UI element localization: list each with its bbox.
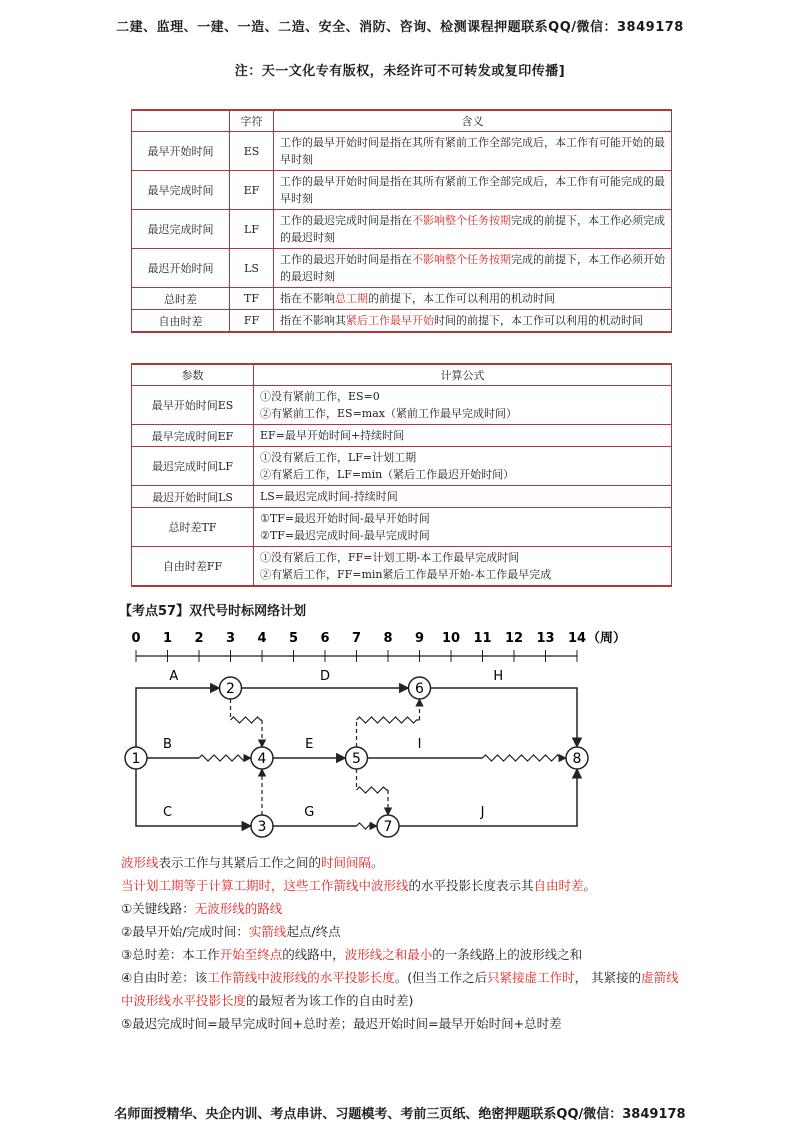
- table-header-cell: [132, 110, 230, 132]
- parameter-code-cell: EF: [230, 171, 274, 210]
- node-number: 4: [257, 751, 267, 767]
- timescale-label: 11: [473, 631, 492, 646]
- highlight-text: 紧后工作最早开始: [346, 314, 434, 327]
- parameter-name-cell: 自由时差: [132, 310, 230, 333]
- parameter-name-cell: 最迟开始时间LS: [132, 486, 254, 508]
- timescale-unit-label: （周）: [587, 631, 627, 646]
- copyright-notice: 注：天一文化专有版权，未经许可不可转发或复印传播]: [234, 64, 566, 79]
- highlight-text: 实箭线: [248, 924, 287, 939]
- formula-line: EF=最早开始时间+持续时间: [260, 429, 405, 442]
- notes-block: [121, 851, 681, 1035]
- table-header-cell: 字符: [230, 110, 274, 132]
- formula-cell: [254, 425, 672, 447]
- header-contact-line: 二建、监理、一建、一造、二造、安全、消防、咨询、检测课程押题联系QQ/微信：3849178: [116, 20, 684, 35]
- node-number: 3: [257, 819, 267, 835]
- text-run: ②最早开始/完成时间：: [121, 924, 249, 939]
- highlight-text: 虚箭线中波形线水平投影长度: [121, 970, 679, 1008]
- activity-arrow: [136, 688, 220, 747]
- text-run: 。(但当工作之后: [394, 970, 488, 985]
- parameter-name-cell: 最迟开始时间: [132, 249, 230, 288]
- formula-cell: [254, 508, 672, 547]
- timescale-label: 2: [194, 631, 204, 646]
- wavy-free-float-line: [357, 787, 389, 793]
- node-number: 7: [383, 819, 393, 835]
- table-row: [132, 132, 672, 171]
- timescale-label: 9: [414, 631, 425, 646]
- text-run: 指在不影响其: [280, 314, 346, 327]
- formula-cell: [254, 447, 672, 486]
- note-line: [121, 966, 681, 1012]
- highlight-text: 自由时差: [533, 878, 584, 893]
- note-line: [121, 920, 681, 943]
- note-line: [121, 1012, 681, 1035]
- highlight-text: 不影响整个任务按期: [412, 253, 511, 266]
- formula-line: ②有紧后工作，FF=min紧后工作最早开始-本工作最早完成: [260, 568, 552, 581]
- parameter-meaning-cell: [274, 249, 672, 288]
- timescale-label: 0: [131, 631, 141, 646]
- highlight-text: 无波形线的路线: [194, 901, 283, 916]
- parameter-meaning-cell: [274, 288, 672, 310]
- note-line: [121, 897, 681, 920]
- formula-line: ①没有紧后工作，FF=计划工期-本工作最早完成时间: [260, 551, 520, 564]
- formula-line: ②有紧前工作，ES=max（紧前工作最早完成时间）: [260, 407, 517, 420]
- section-title: 【考点57】双代号时标网络计划: [119, 604, 307, 619]
- parameter-name-cell: 最早完成时间: [132, 171, 230, 210]
- formula-cell: [254, 386, 672, 425]
- text-run: 的一条线路上的波形线之和: [432, 947, 583, 962]
- text-run: 的最短者为该工作的自由时差): [246, 993, 414, 1008]
- text-run: 工作的最迟完成时间是指在: [280, 214, 412, 227]
- text-run: 表示工作与其紧后工作之间的: [158, 855, 322, 870]
- formula-line: ②TF=最迟完成时间-最早完成时间: [260, 529, 430, 542]
- table-header-row: [132, 110, 672, 132]
- activity-label: E: [305, 737, 314, 752]
- parameter-code-cell: ES: [230, 132, 274, 171]
- timescale-label: 14: [567, 631, 587, 646]
- time-parameter-definition-table: [131, 109, 672, 333]
- wavy-free-float-line: [199, 755, 251, 761]
- highlight-text: 时间间隔: [321, 855, 372, 870]
- text-run: 起点/终点: [286, 924, 341, 939]
- table-row: [132, 171, 672, 210]
- highlight-text: 总工期: [335, 292, 368, 305]
- activity-label: H: [493, 669, 504, 684]
- note-line: [121, 851, 681, 874]
- node-number: 2: [226, 681, 235, 697]
- node-number: 8: [572, 751, 582, 767]
- activity-label: B: [163, 737, 172, 752]
- parameter-meaning-cell: [274, 132, 672, 171]
- time-scaled-network-diagram: [100, 620, 627, 845]
- parameter-meaning-cell: [274, 310, 672, 333]
- table-header-cell: 计算公式: [254, 364, 672, 386]
- parameter-name-cell: 总时差TF: [132, 508, 254, 547]
- parameter-name-cell: 最早开始时间ES: [132, 386, 254, 425]
- text-run: 工作的最迟开始时间是指在: [280, 253, 412, 266]
- activity-label: G: [304, 805, 315, 820]
- timescale-label: 8: [383, 631, 393, 646]
- parameter-name-cell: 自由时差FF: [132, 547, 254, 587]
- text-run: 。: [583, 878, 597, 893]
- activity-arrow: [136, 769, 251, 826]
- highlight-text: 波形线: [121, 855, 159, 870]
- network-nodes: [125, 677, 588, 837]
- node-number: 1: [131, 751, 141, 767]
- formula-line: ①没有紧前工作，ES=0: [260, 390, 380, 403]
- table-header-row: [132, 364, 672, 386]
- table-header-cell: 含义: [274, 110, 672, 132]
- formula-line: ②有紧后工作，LF=min（紧后工作最迟开始时间）: [260, 468, 515, 481]
- table-row: [132, 425, 672, 447]
- parameter-name-cell: 总时差: [132, 288, 230, 310]
- timescale-label: 5: [288, 631, 299, 646]
- wavy-free-float-line: [483, 755, 567, 761]
- parameter-code-cell: TF: [230, 288, 274, 310]
- note-line: [121, 943, 681, 966]
- table-row: [132, 447, 672, 486]
- text-run: 完成的前提下，本工作必须完成的最迟时刻: [280, 214, 665, 244]
- table-row: [132, 486, 672, 508]
- timescale: [131, 630, 626, 662]
- text-run: 完成的前提下，本工作必须开始的最迟时刻: [280, 253, 665, 283]
- table-row: [132, 386, 672, 425]
- wavy-free-float-line: [357, 717, 420, 723]
- timescale-label: 4: [257, 631, 267, 646]
- parameter-name-cell: 最迟完成时间LF: [132, 447, 254, 486]
- table-row: [132, 508, 672, 547]
- timescale-label: 10: [441, 631, 461, 646]
- formula-line: LS=最迟完成时间-持续时间: [260, 490, 398, 503]
- parameter-meaning-cell: [274, 171, 672, 210]
- timescale-label: 3: [225, 631, 236, 646]
- text-run: ， 其紧接的: [574, 970, 642, 985]
- activity-labels: [163, 669, 503, 820]
- footer-contact-line: 名师面授精华、央企内训、考点串讲、习题模考、考前三页纸、绝密押题联系QQ/微信：3849178: [114, 1107, 686, 1122]
- parameter-name-cell: 最早开始时间: [132, 132, 230, 171]
- formula-cell: [254, 547, 672, 587]
- activity-label: A: [169, 669, 179, 684]
- highlight-text: 工作箭线中波形线的水平投影长度: [207, 970, 395, 985]
- activity-label: D: [319, 669, 331, 684]
- activity-label: C: [162, 805, 173, 820]
- activity-arrow: [399, 769, 577, 826]
- parameter-code-cell: LS: [230, 249, 274, 288]
- highlight-text: 只紧接虚工作时: [487, 970, 575, 985]
- node-number: 6: [415, 681, 424, 697]
- highlight-text: 不影响整个任务按期: [412, 214, 511, 227]
- parameter-name-cell: 最迟完成时间: [132, 210, 230, 249]
- text-run: 指在不影响: [280, 292, 335, 305]
- activity-label: I: [417, 737, 422, 752]
- table-row: [132, 547, 672, 587]
- parameter-code-cell: LF: [230, 210, 274, 249]
- timescale-label: 7: [351, 631, 362, 646]
- text-run: 的水平投影长度表示其: [408, 878, 534, 893]
- activity-arrow: [431, 688, 578, 747]
- text-run: 工作的最早开始时间是指在其所有紧前工作全部完成后，本工作有可能完成的最早时刻: [280, 175, 665, 205]
- highlight-text: 当计划工期等于计算工期时，这些工作箭线中波形线: [121, 878, 409, 893]
- text-run: 的线路中，: [282, 947, 345, 962]
- note-line: [121, 874, 681, 897]
- timescale-label: 6: [320, 631, 330, 646]
- activity-label: J: [480, 805, 485, 820]
- table-row: [132, 288, 672, 310]
- timescale-label: 13: [536, 631, 555, 646]
- wavy-free-float-line: [231, 717, 263, 723]
- highlight-text: 开始至终点: [219, 947, 283, 962]
- highlight-text: 波形线之和最小: [344, 947, 433, 962]
- table-header-cell: 参数: [132, 364, 254, 386]
- table-row: [132, 310, 672, 333]
- text-run: ④自由时差：该: [121, 970, 208, 985]
- formula-line: ①TF=最迟开始时间-最早开始时间: [260, 512, 430, 525]
- text-run: ①关键线路：: [121, 901, 195, 916]
- formula-cell: [254, 486, 672, 508]
- parameter-name-cell: 最早完成时间EF: [132, 425, 254, 447]
- parameter-meaning-cell: [274, 210, 672, 249]
- table-row: [132, 249, 672, 288]
- text-run: 时间的前提下，本工作可以利用的机动时间: [434, 314, 643, 327]
- timescale-label: 1: [162, 631, 173, 646]
- text-run: 的前提下，本工作可以利用的机动时间: [368, 292, 555, 305]
- time-parameter-formula-table: [131, 363, 672, 587]
- text-run: ③总时差：本工作: [121, 947, 220, 962]
- text-run: ⑤最迟完成时间=最早完成时间+总时差；最迟开始时间=最早开始时间+总时差: [121, 1016, 562, 1031]
- table-row: [132, 210, 672, 249]
- node-number: 5: [352, 751, 361, 767]
- text-run: 工作的最早开始时间是指在其所有紧前工作全部完成后，本工作有可能开始的最早时刻: [280, 136, 665, 166]
- formula-line: ①没有紧后工作，LF=计划工期: [260, 451, 417, 464]
- parameter-code-cell: FF: [230, 310, 274, 333]
- timescale-label: 12: [504, 631, 524, 646]
- text-run: 。: [371, 855, 384, 870]
- wavy-free-float-line: [357, 823, 378, 829]
